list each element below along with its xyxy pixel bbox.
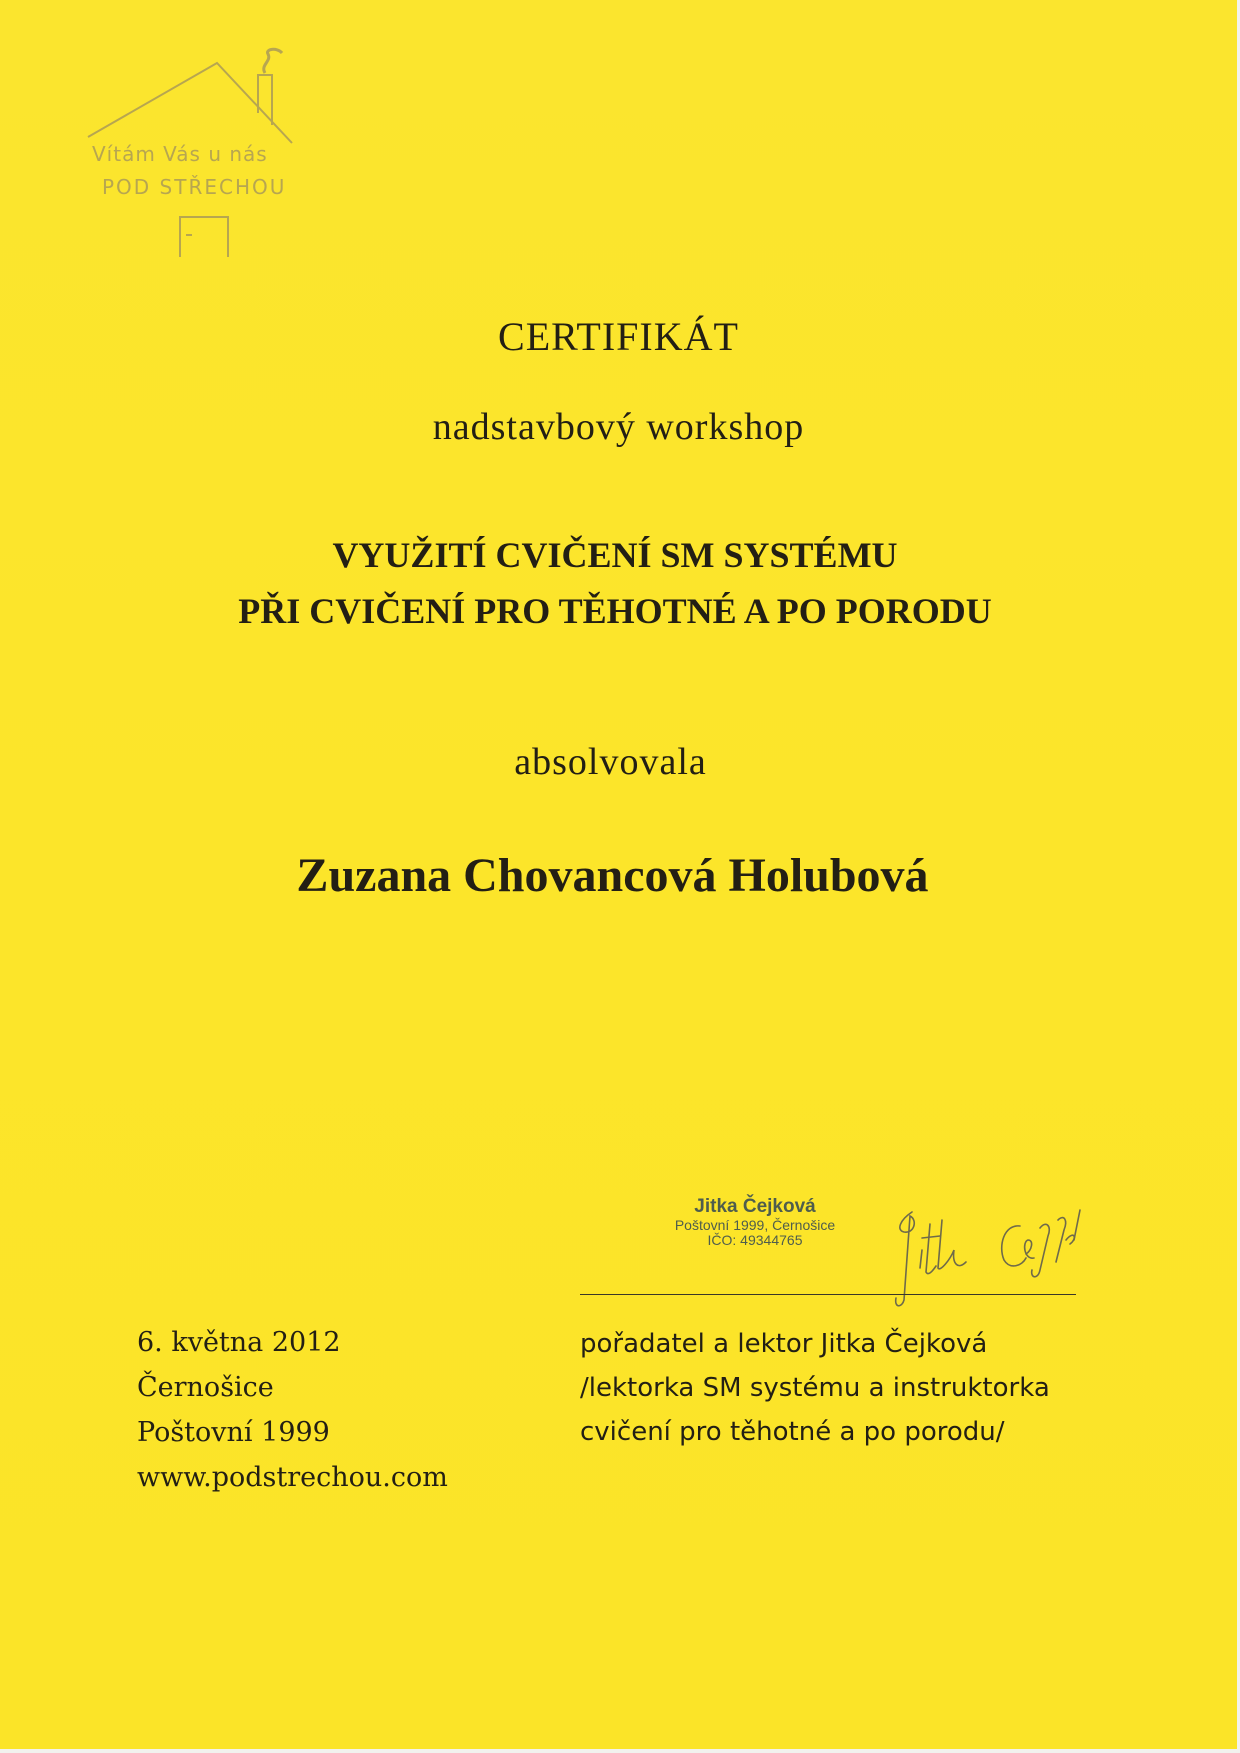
- stamp-name: Jitka Čejková: [694, 1196, 816, 1217]
- organizer-details: [580, 1322, 1050, 1454]
- issue-details: [137, 1320, 448, 1500]
- logo-greeting: Vítám Vás u nás: [92, 142, 268, 166]
- course-title-line1: VYUŽITÍ CVIČENÍ SM SYSTÉMU: [332, 535, 898, 575]
- participant-name: Zuzana Chovancová Holubová: [296, 849, 929, 902]
- logo-brand-name: POD STŘECHOU: [102, 175, 287, 199]
- issue-street: Poštovní 1999: [137, 1417, 330, 1448]
- podstrechou-logo: [82, 45, 342, 295]
- stamp-address: Poštovní 1999, Černošice: [674, 1217, 836, 1233]
- handwritten-signature-icon: [870, 1180, 1130, 1310]
- certificate-title: CERTIFIKÁT: [498, 314, 739, 359]
- completed-label: absolvovala: [514, 741, 707, 783]
- certificate-subtitle: nadstavbový workshop: [432, 406, 805, 448]
- organizer-stamp: [650, 1196, 860, 1248]
- organizer-line2: /lektorka SM systému a instruktorka: [580, 1373, 1050, 1403]
- issue-website: www.podstrechou.com: [137, 1462, 448, 1493]
- organizer-line3: cvičení pro těhotné a po porodu/: [580, 1417, 1005, 1447]
- stamp-ico: IČO: 49344765: [707, 1232, 803, 1248]
- issue-date: 6. května 2012: [137, 1327, 341, 1358]
- signature-line: [580, 1294, 1076, 1295]
- house-roof-logo-icon: [82, 45, 342, 295]
- organizer-line1: pořadatel a lektor Jitka Čejková: [580, 1329, 988, 1359]
- issue-city: Černošice: [137, 1372, 274, 1403]
- course-title-line2: PŘI CVIČENÍ PRO TĚHOTNÉ A PO PORODU: [238, 591, 992, 631]
